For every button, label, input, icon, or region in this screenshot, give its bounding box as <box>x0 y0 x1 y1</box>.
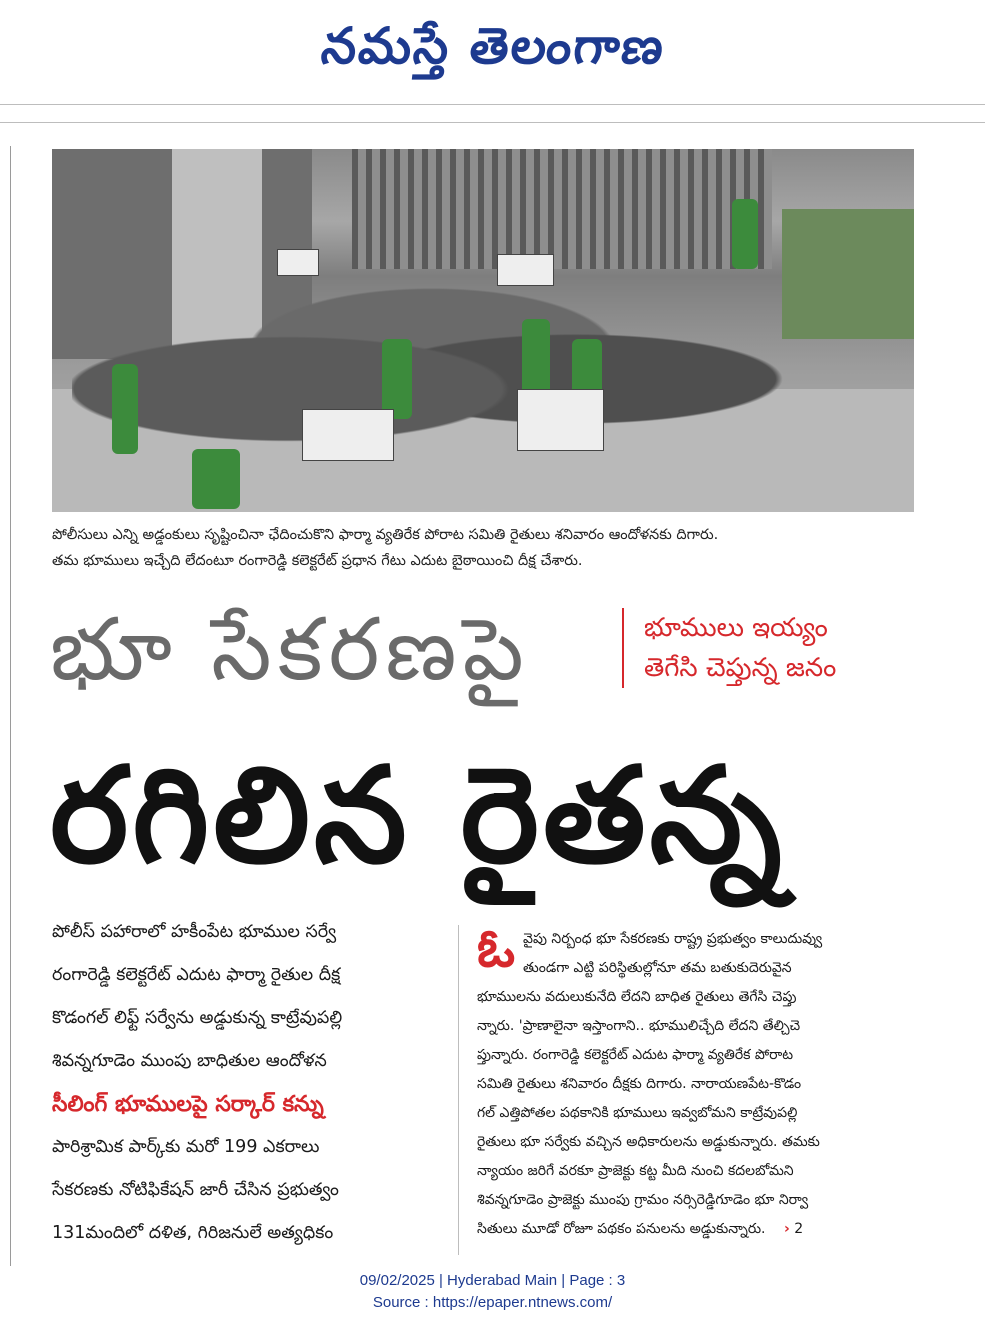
article-body <box>477 919 917 1244</box>
page-margin-line <box>10 146 11 1266</box>
headline-kicker: భూ సేకరణపై <box>50 600 530 700</box>
drop-cap: ఓ <box>477 919 516 979</box>
photo-green-scarf <box>192 449 240 509</box>
deck-line: తెగేసి చెప్తున్న జనం <box>644 653 837 683</box>
highlight-item: 131మందిలో దళిత, గిరిజనులే అత్యధికం <box>52 1223 334 1243</box>
photo-hoarding <box>782 209 914 339</box>
newspaper-logo: నమస్తే తెలంగాణ <box>318 16 669 75</box>
continued-page-number: 2 <box>794 1221 804 1237</box>
highlights-list <box>52 915 447 1259</box>
body-line: ప్తున్నారు. రంగారెడ్డి కలెక్టరేట్ ఎదుట ఫార్మా వ్యతిరేక పోరాట <box>477 1047 794 1063</box>
edition-info: 09/02/2025 | Hyderabad Main | Page : 3 <box>359 1272 626 1289</box>
photo-crowd <box>72 269 792 469</box>
body-line: గల్ ఎత్తిపోతల పథకానికి భూములు ఇవ్వబోమని కాట్రేవుపల్లి <box>477 1105 798 1121</box>
photo-placard <box>517 389 604 451</box>
masthead <box>0 0 985 104</box>
body-line: రైతులు భూ సర్వేకు వచ్చిన అధికారులను అడ్డుకున్నారు. తమకు <box>477 1134 820 1150</box>
headline-main: రగిలిన రైతన్న <box>50 739 786 893</box>
news-photo <box>52 149 914 512</box>
highlight-item: శివన్నగూడెం ముంపు బాధితుల ఆందోళన <box>52 1051 327 1071</box>
body-line <box>477 1215 917 1244</box>
photo-green-scarf <box>112 364 138 454</box>
photo-placard <box>277 249 319 276</box>
highlight-item: పారిశ్రామిక పార్క్‌కు మరో 199 ఎకరాలు <box>52 1137 320 1157</box>
highlight-subhead: సీలింగ్ భూములపై సర్కార్ కన్ను <box>52 1092 324 1117</box>
body-line: భూములను వదులుకునేది లేదని బాధిత రైతులు తెగేసి చెప్తు <box>477 989 797 1005</box>
headline-deck <box>622 608 934 688</box>
photo-gate <box>352 149 772 269</box>
body-line: న్యాయం జరిగే వరకూ ప్రాజెక్టు కట్ట మీది నుంచి కదలబోమని <box>477 1163 794 1179</box>
body-line: తుండగా ఎట్టి పరిస్థితుల్లోనూ తమ బతుకుదెరువైన <box>523 960 792 976</box>
column-divider <box>458 925 459 1255</box>
caption-line: పోలీసులు ఎన్ని అడ్డంకులు సృష్టించినా ఛేదించుకొని ఫార్మా వ్యతిరేక పోరాట సమితి రైతులు శనివారం ఆందోళనకు దిగారు. <box>52 527 719 543</box>
photo-green-scarf <box>382 339 412 419</box>
highlight-item: పోలీస్ పహారాలో హకీంపేట భూముల సర్వే <box>52 922 337 942</box>
masthead-rule <box>0 104 985 105</box>
photo-caption <box>52 522 922 574</box>
highlight-item: రంగారెడ్డి కలెక్టరేట్ ఎదుట ఫార్మా రైతుల దీక్ష <box>52 965 341 985</box>
photo-placard <box>302 409 394 461</box>
body-line: వైపు నిర్బంధ భూ సేకరణకు రాష్ట్ర ప్రభుత్వం కాలుదువ్వు <box>523 931 823 947</box>
highlight-item: సేకరణకు నోటిఫికేషన్ జారీ చేసిన ప్రభుత్వం <box>52 1180 339 1200</box>
caption-line: తమ భూములు ఇచ్చేది లేదంటూ రంగారెడ్డి కలెక్టరేట్ ప్రధాన గేటు ఎదుట బైఠాయించి దీక్ష చేశారు. <box>52 553 583 569</box>
highlight-item: కొడంగల్ లిఫ్ట్ సర్వేను అడ్డుకున్న కాట్రేవుపల్లి <box>52 1008 343 1028</box>
body-line: న్నారు. 'ప్రాణాలైనా ఇస్తాంగాని.. భూములిచ్చేది లేదని తేల్చిచె <box>477 1018 801 1034</box>
masthead-rule-lower <box>0 122 985 123</box>
deck-line: భూములు ఇయ్యం <box>644 613 828 643</box>
photo-green-scarf <box>732 199 758 269</box>
photo-placard <box>497 254 554 286</box>
body-line: సమితి రైతులు శనివారం దీక్షకు దిగారు. నారాయణపేట-కొడం <box>477 1076 802 1092</box>
continued-page-arrow-icon: › <box>783 1221 790 1237</box>
page-footer <box>0 1270 985 1314</box>
body-line-text: సితులు మూడో రోజూ పథకం పనులను అడ్డుకున్నారు. <box>477 1221 766 1237</box>
source-link[interactable]: Source : https://epaper.ntnews.com/ <box>372 1294 613 1311</box>
body-line: శివన్నగూడెం ప్రాజెక్టు ముంపు గ్రామం నర్సిరెడ్డిగూడెం భూ నిర్వా <box>477 1192 809 1208</box>
